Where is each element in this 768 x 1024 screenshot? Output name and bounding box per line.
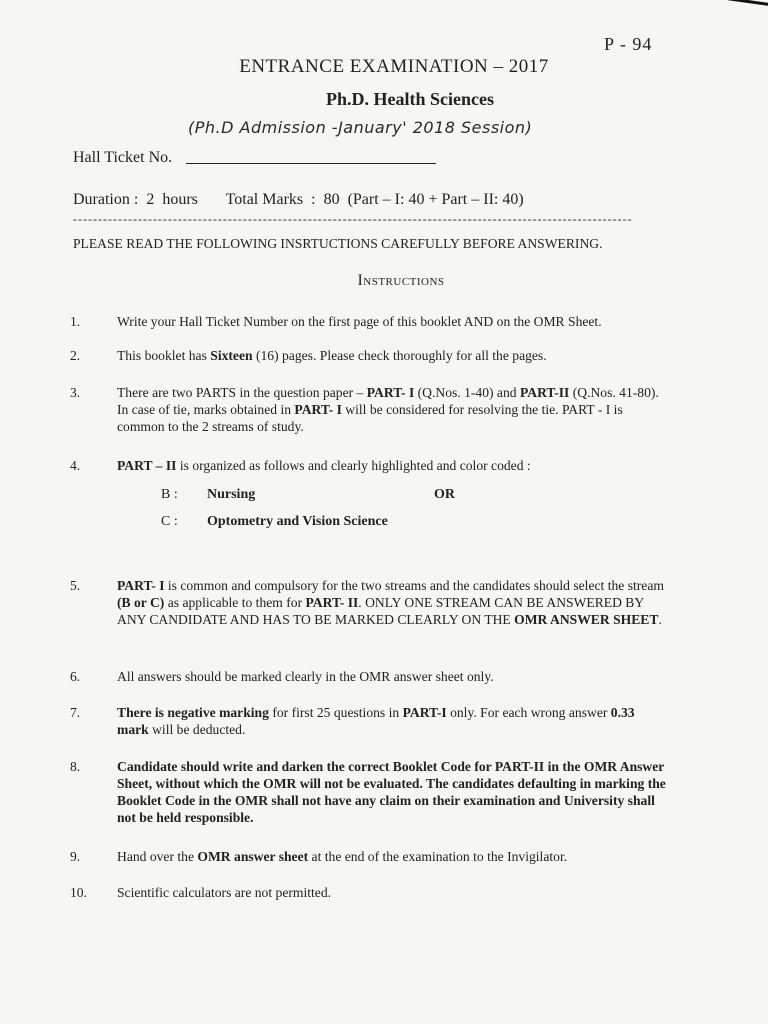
instruction-item-8: 8. Candidate should write and darken the correct Booklet Code for PART-II in the OMR Answer Sheet, without which the OMR will not be evaluated. The candidates defaulting in marking the Booklet Code in the OMR shall not have any claim on their examination and University shall not be held responsible. [70, 759, 666, 825]
instruction-item-3: 3. There are two PARTS in the question paper – PART- I (Q.Nos. 1-40) and PART-II (Q.Nos. 41-80). In case of tie, marks obtained in PART- I will be considered for resolving the tie. PART - I is common to the 2 streams of study. [70, 385, 659, 434]
hall-ticket-blank[interactable] [186, 163, 436, 164]
instruction-item-5: 5. PART- I is common and compulsory for the two streams and the candidates should select the stream (B or C) as applicable to them for PART- II. ONLY ONE STREAM CAN BE ANSWERED BY ANY CANDIDATE AND HAS TO BE MARKED CLEARLY ON THE OMR ANSWER SHEET. [70, 578, 664, 627]
dashed-separator: ---------------------------------------------------------------------------------------------------------------- [73, 213, 633, 225]
instruction-item-2: 2. This booklet has Sixteen (16) pages. Please check thoroughly for all the pages. [70, 348, 547, 363]
instruction-item-6: 6. All answers should be marked clearly in the OMR answer sheet only. [70, 669, 494, 684]
exam-title: ENTRANCE EXAMINATION – 2017 [239, 56, 549, 77]
program-title: Ph.D. Health Sciences [326, 89, 494, 109]
booklet-code: P - 94 [604, 34, 653, 54]
handwritten-note: (Ph.D Admission -January' 2018 Session) [188, 118, 533, 137]
please-read-notice: PLEASE READ THE FOLLOWING INSRTUCTIONS CAREFULLY BEFORE ANSWERING. [73, 236, 603, 251]
hall-ticket-row [73, 149, 436, 167]
instructions-heading: Instructions [357, 272, 445, 289]
instruction-item-1: 1. Write your Hall Ticket Number on the first page of this booklet AND on the OMR Sheet. [70, 314, 602, 329]
instruction-item-7: 7. There is negative marking for first 25 questions in PART-I only. For each wrong answer 0.33 mark will be deducted. [70, 705, 635, 737]
instruction-item-9: 9. Hand over the OMR answer sheet at the end of the examination to the Invigilator. [70, 849, 568, 864]
instruction-item-4: 4. PART – II is organized as follows and clearly highlighted and color coded : [70, 458, 531, 473]
hall-ticket-label: Hall Ticket No. [73, 149, 173, 166]
corner-scan-mark [728, 0, 768, 20]
duration-marks: Duration : 2 hours Total Marks : 80 (Part – I: 40 + Part – II: 40) [73, 191, 524, 208]
instruction-item-10: 10. Scientific calculators are not permitted. [70, 885, 332, 900]
